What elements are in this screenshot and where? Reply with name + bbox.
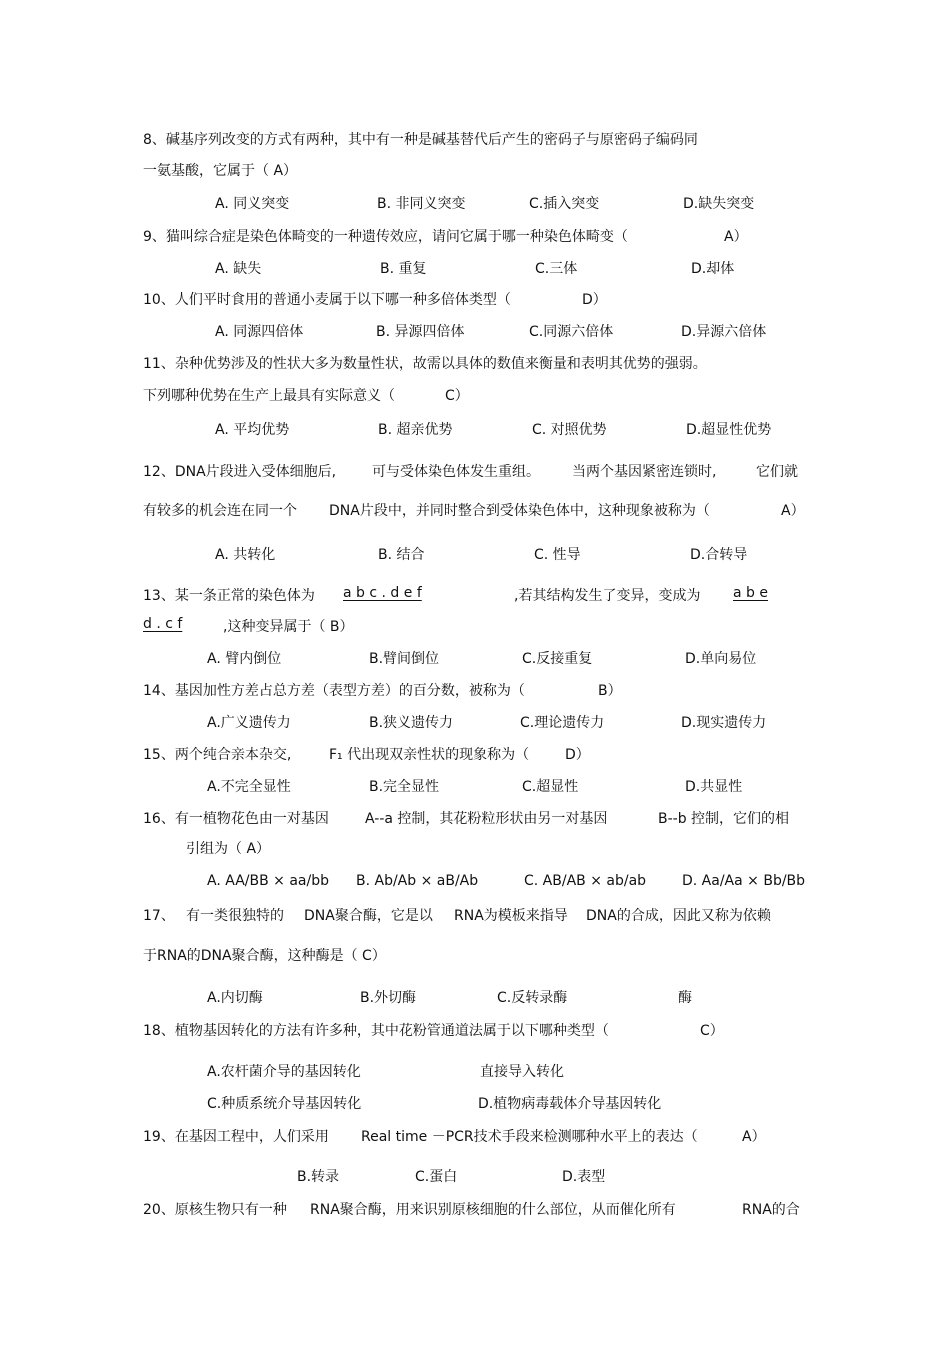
q18-line1: 18、植物基因转化的方法有许多种，其中花粉管通道法属于以下哪种类型（ [143,1023,609,1039]
q8-option-a: A. 同义突变 [215,196,290,212]
q8-option-d: D.缺失突变 [683,196,755,212]
q12-seg4: 它们就 [756,464,798,480]
q12-option-c: C. 性导 [534,547,581,563]
q15-option-a: A.不完全显性 [207,779,291,795]
q10-option-c: C.同源六倍体 [529,324,614,340]
q13-chromosome-variant-a: a b e [733,585,768,601]
q11-answer: C） [445,388,469,404]
q10-answer: D） [582,292,607,308]
q14-option-d: D.现实遗传力 [681,715,767,731]
q17-seg2: 有一类很独特的 [186,908,284,924]
q8-line1: 8、碱基序列改变的方式有两种，其中有一种是碱基替代后产生的密码子与原密码子编码同 [143,132,698,148]
q8-option-b: B. 非同义突变 [377,196,466,212]
q9-answer: A） [724,229,748,245]
q12-line2b: DNA片段中，并同时整合到受体染色体中，这种现象被称为（ [329,503,710,519]
q8-line2: 一氨基酸，它属于（ A） [143,163,298,179]
q19-option-b: B.转录 [297,1169,340,1185]
q12-option-b: B. 结合 [378,547,425,563]
q12-option-a: A. 共转化 [215,547,276,563]
q17-seg5: DNA的合成，因此又称为依赖 [586,908,771,924]
q19-option-c: C.蛋白 [415,1169,458,1185]
q12-answer: A） [781,503,805,519]
q10-option-d: D.异源六倍体 [681,324,767,340]
q13-seg2: ,若其结构发生了变异，变成为 [514,588,701,604]
q14-option-b: B.狭义遗传力 [369,715,454,731]
q17-seg3: DNA聚合酶，它是以 [304,908,433,924]
q14-option-c: C.理论遗传力 [520,715,605,731]
q13-chromosome-variant-b: d . c f [143,616,183,632]
q16-seg1: 16、有一植物花色由一对基因 [143,811,329,827]
q9-option-c: C.三体 [535,261,578,277]
q19-option-d: D.表型 [562,1169,606,1185]
q16-option-c: C. AB/AB × ab/ab [524,873,647,889]
q10-option-a: A. 同源四倍体 [215,324,304,340]
q14-answer: B） [598,683,622,699]
q18-option-d: D.植物病毒载体介导基因转化 [478,1096,662,1112]
q15-line1: 15、两个纯合亲本杂交, [143,747,292,763]
q16-seg3: B--b 控制，它们的相 [658,811,790,827]
q17-option-b: B.外切酶 [360,990,417,1006]
q10-option-b: B. 异源四倍体 [376,324,465,340]
q16-option-a: A. AA/BB × aa/bb [207,873,329,889]
q20-seg2: RNA聚合酶，用来识别原核细胞的什么部位，从而催化所有 [310,1202,676,1218]
q19-seg2: Real time －PCR技术手段来检测哪种水平上的表达（ [361,1129,698,1145]
q15-option-b: B.完全显性 [369,779,440,795]
q9-option-b: B. 重复 [380,261,427,277]
q11-line1: 11、杂种优势涉及的性状大多为数量性状，故需以具体的数值来衡量和表明其优势的强弱。 [143,356,707,372]
q11-option-a: A. 平均优势 [215,422,290,438]
q15-answer: D） [565,747,590,763]
q11-option-b: B. 超亲优势 [378,422,453,438]
q14-line1: 14、基因加性方差占总方差（表型方差）的百分数，被称为（ [143,683,525,699]
q9-option-a: A. 缺失 [215,261,262,277]
q20-seg3: RNA的合 [742,1202,800,1218]
q9-line1: 9、猫叫综合症是染色体畸变的一种遗传效应，请问它属于哪一种染色体畸变（ [143,229,628,245]
q20-seg1: 20、原核生物只有一种 [143,1202,287,1218]
q18-option-c: C.种质系统介导基因转化 [207,1096,362,1112]
q17-seg1: 17、 [143,908,175,924]
q18-option-b: 直接导入转化 [480,1064,564,1080]
q8-option-c: C.插入突变 [529,196,600,212]
q11-option-c: C. 对照优势 [532,422,607,438]
q10-line1: 10、人们平时食用的普通小麦属于以下哪一种多倍体类型（ [143,292,511,308]
q17-seg4: RNA为模板来指导 [454,908,568,924]
q17-option-d: 酶 [678,990,692,1006]
q11-line2: 下列哪种优势在生产上最具有实际意义（ [143,388,395,404]
q12-option-d: D.合转导 [690,547,748,563]
q16-option-d: D. Aa/Aa × Bb/Bb [682,873,806,889]
q15-f1-text: F₁ 代出现双亲性状的现象称为（ [329,747,530,763]
q9-option-d: D.却体 [691,261,735,277]
q12-seg2: 可与受体染色体发生重组。 [372,464,540,480]
q13-option-d: D.单向易位 [685,651,757,667]
q13-option-a: A. 臂内倒位 [207,651,282,667]
q17-option-c: C.反转录酶 [497,990,568,1006]
q16-option-b: B. Ab/Ab × aB/Ab [356,873,479,889]
q12-seg3: 当两个基因紧密连锁时, [572,464,717,480]
q13-option-b: B.臂间倒位 [369,651,440,667]
q16-line2: 引组为（ A） [186,841,271,857]
q13-chromosome-normal: a b c . d e f [343,585,422,601]
q14-option-a: A.广义遗传力 [207,715,291,731]
q12-seg1: 12、DNA片段进入受体细胞后, [143,464,337,480]
q17-line2: 于RNA的DNA聚合酶，这种酶是（ C） [143,948,386,964]
q19-seg1: 19、在基因工程中，人们采用 [143,1129,329,1145]
q13-seg3: ,这种变异属于（ B） [223,619,354,635]
q15-option-d: D.共显性 [685,779,743,795]
q15-option-c: C.超显性 [522,779,579,795]
q12-line2a: 有较多的机会连在同一个 [143,503,297,519]
q19-answer: A） [742,1129,766,1145]
q18-answer: C） [700,1023,724,1039]
q11-option-d: D.超显性优势 [686,422,772,438]
q17-option-a: A.内切酶 [207,990,263,1006]
q18-option-a: A.农杆菌介导的基因转化 [207,1064,361,1080]
q16-seg2: A--a 控制，其花粉粒形状由另一对基因 [365,811,608,827]
q13-option-c: C.反接重复 [522,651,593,667]
q13-seg1: 13、某一条正常的染色体为 [143,588,315,604]
